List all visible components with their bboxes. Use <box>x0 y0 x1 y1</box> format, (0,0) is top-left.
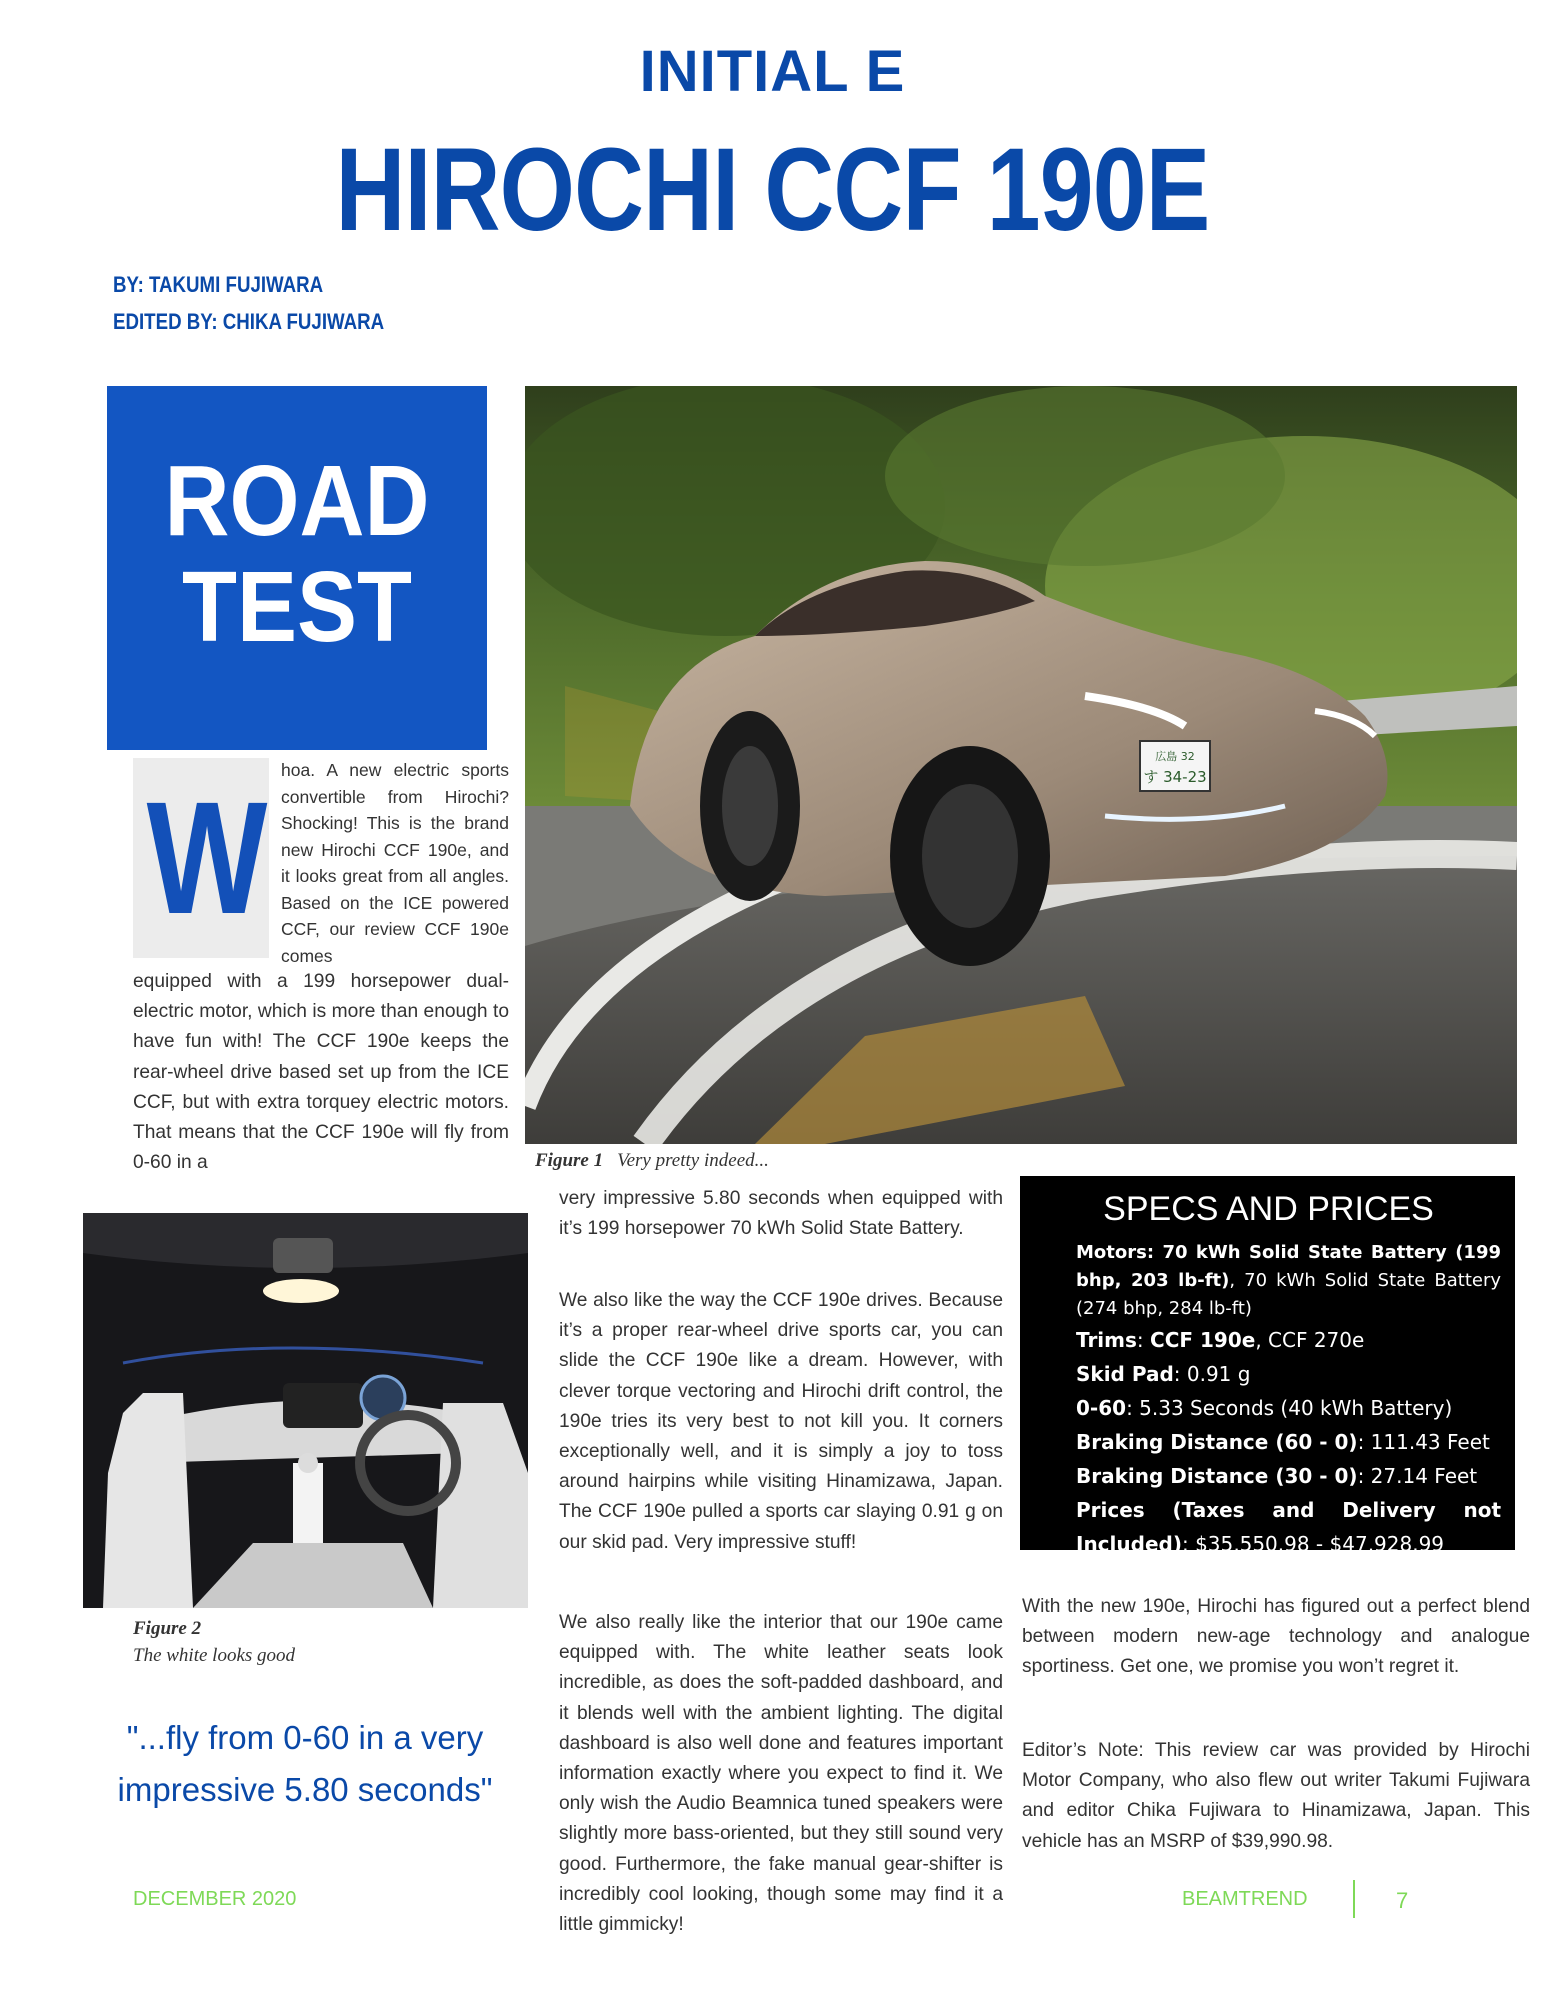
spec-brake60-value: : 111.43 Feet <box>1357 1430 1490 1454</box>
specs-box <box>1020 1176 1515 1556</box>
spec-motors-label: Motors <box>1076 1242 1147 1263</box>
spec-motors-bold: 70 kWh Solid State Battery (199 bhp, 203 lb-ft) <box>1076 1242 1502 1291</box>
spec-braking-60 <box>1076 1425 1501 1459</box>
spec-motors: Motors: 70 kWh Solid State Battery (199 bhp, 203 lb-ft), 70 kWh Solid State Battery (274 bhp, 284 lb-ft) <box>1076 1242 1502 1319</box>
road-label: ROAD <box>164 445 430 557</box>
spec-zero-value: : 5.33 Seconds (40 kWh Battery) <box>1126 1396 1453 1420</box>
figure2-caption <box>133 1615 295 1669</box>
editor-byline: EDITED BY: CHIKA FUJIWARA <box>113 309 385 334</box>
spec-skid-label: Skid Pad <box>1076 1362 1174 1386</box>
spec-brake30-value: : 27.14 Feet <box>1357 1464 1478 1488</box>
footer-magazine: BEAMTREND <box>1182 1888 1308 1910</box>
article-paragraph-2: We also like the way the CCF 190e drives. Because it’s a proper rear-wheel drive sports car, you can slide the CCF 190e like a dream. However, with clever torque vectoring and Hirochi drift control, the 190e tries its very best to not kill you. It corners exceptionally well, and it is simply a joy to toss around hairpins while visiting Hinamizawa, Japan. The CCF 190e pulled a sports car slaying 0.91 g on our skid pad. Very impressive stuff! <box>559 1290 1003 1553</box>
footer-date: DECEMBER 2020 <box>133 1888 297 1910</box>
hero-car-photo <box>525 386 1517 1144</box>
figure1-label: Figure 1 <box>535 1150 604 1171</box>
spec-prices-value: : $35,550.98 - $47,928.99 <box>1181 1532 1445 1556</box>
editors-note: Editor’s Note: This review car was provided by Hirochi Motor Company, who also flew out writer Takumi Fujiwara and editor Chika Fujiwara to Hinamizawa, Japan. This vehicle has an MSRP of $39,990.98. <box>1022 1740 1530 1852</box>
intro-paragraph-narrow: hoa. A new electric sports convertible from Hirochi? Shocking! This is the brand new Hirochi CCF 190e, and it looks great from all angles. Based on the ICE powered CCF, our review CCF 190e comes <box>281 760 509 966</box>
spec-trims: Trims: CCF 190e, CCF 270e <box>1076 1328 1365 1352</box>
figure2-label: Figure 2 <box>133 1618 202 1639</box>
car-illustration <box>525 386 1517 1144</box>
article-paragraph-1: very impressive 5.80 seconds when equipped with it’s 199 horsepower 70 kWh Solid State Battery. <box>559 1188 1003 1240</box>
plate-bottom: す 34-23 <box>1143 768 1207 786</box>
figure1-caption <box>535 1150 769 1172</box>
plate-top: 広島 32 <box>1155 750 1195 763</box>
pull-quote: "...fly from 0-60 in a very impressive 5.80 seconds" <box>117 1719 493 1808</box>
spec-zero-sixty <box>1076 1391 1501 1425</box>
figure2-caption-text: The white looks good <box>133 1645 296 1666</box>
figure1-caption-text: Very pretty indeed... <box>617 1150 769 1171</box>
road-test-label <box>126 445 468 663</box>
spec-braking-30 <box>1076 1459 1501 1493</box>
intro-paragraph-wide: equipped with a 199 horsepower dual-electric motor, which is more than enough to have fun with! The CCF 190e keeps the rear-wheel drive based set up from the ICE CCF, but with extra torquey electric motors. That means that the CCF 190e will fly from 0-60 in a <box>133 971 509 1174</box>
interior-photo <box>83 1213 528 1608</box>
spec-motors-rest: , 70 kWh Solid State Battery (274 bhp, 284 lb-ft) <box>1076 1270 1502 1319</box>
spec-prices-label: Prices (Taxes and Delivery not Included) <box>1076 1498 1501 1556</box>
spec-skid-value: : 0.91 g <box>1173 1362 1251 1386</box>
specs-title: SPECS AND PRICES <box>1103 1190 1434 1228</box>
spec-brake30-label: Braking Distance (30 - 0) <box>1076 1464 1358 1488</box>
road-test-box <box>107 386 487 750</box>
page-number: 7 <box>1396 1888 1409 1913</box>
article-paragraph-3: We also really like the interior that our 190e came equipped with. The white leather seats look incredible, as does the soft-padded dashboard, and it blends well with the ambient lighting. The digital dashboard is also well done and features important information exactly where you expect to find it. We only wish the Audio Beamnica tuned speakers were slightly more bass-oriented, but they still sound very good. Furthermore, the fake manual gear-shifter is incredibly cool looking, though some may find it a little gimmicky! <box>559 1612 1003 1936</box>
spec-trims-bold: CCF 190e <box>1150 1328 1256 1352</box>
spec-prices <box>1076 1493 1501 1561</box>
drop-cap-box <box>133 758 269 958</box>
spec-zero-label: 0-60 <box>1076 1396 1127 1420</box>
kicker-title: INITIAL E <box>639 39 906 104</box>
test-label: TEST <box>181 551 413 663</box>
spec-trims-rest: , CCF 270e <box>1255 1328 1365 1352</box>
interior-illustration <box>83 1213 528 1608</box>
author-byline: BY: TAKUMI FUJIWARA <box>113 272 324 297</box>
headline: HIROCHI CCF 190E <box>335 124 1210 256</box>
drop-cap: W <box>146 768 268 947</box>
spec-trims-label: Trims <box>1076 1328 1137 1352</box>
byline-block <box>113 266 384 340</box>
spec-skid-pad <box>1076 1357 1501 1391</box>
spec-brake60-label: Braking Distance (60 - 0) <box>1076 1430 1358 1454</box>
article-paragraph-4: With the new 190e, Hirochi has figured out a perfect blend between modern new-age technology and analogue sportiness. Get one, we promise you won’t regret it. <box>1022 1596 1530 1678</box>
footer-divider <box>1353 1880 1355 1918</box>
